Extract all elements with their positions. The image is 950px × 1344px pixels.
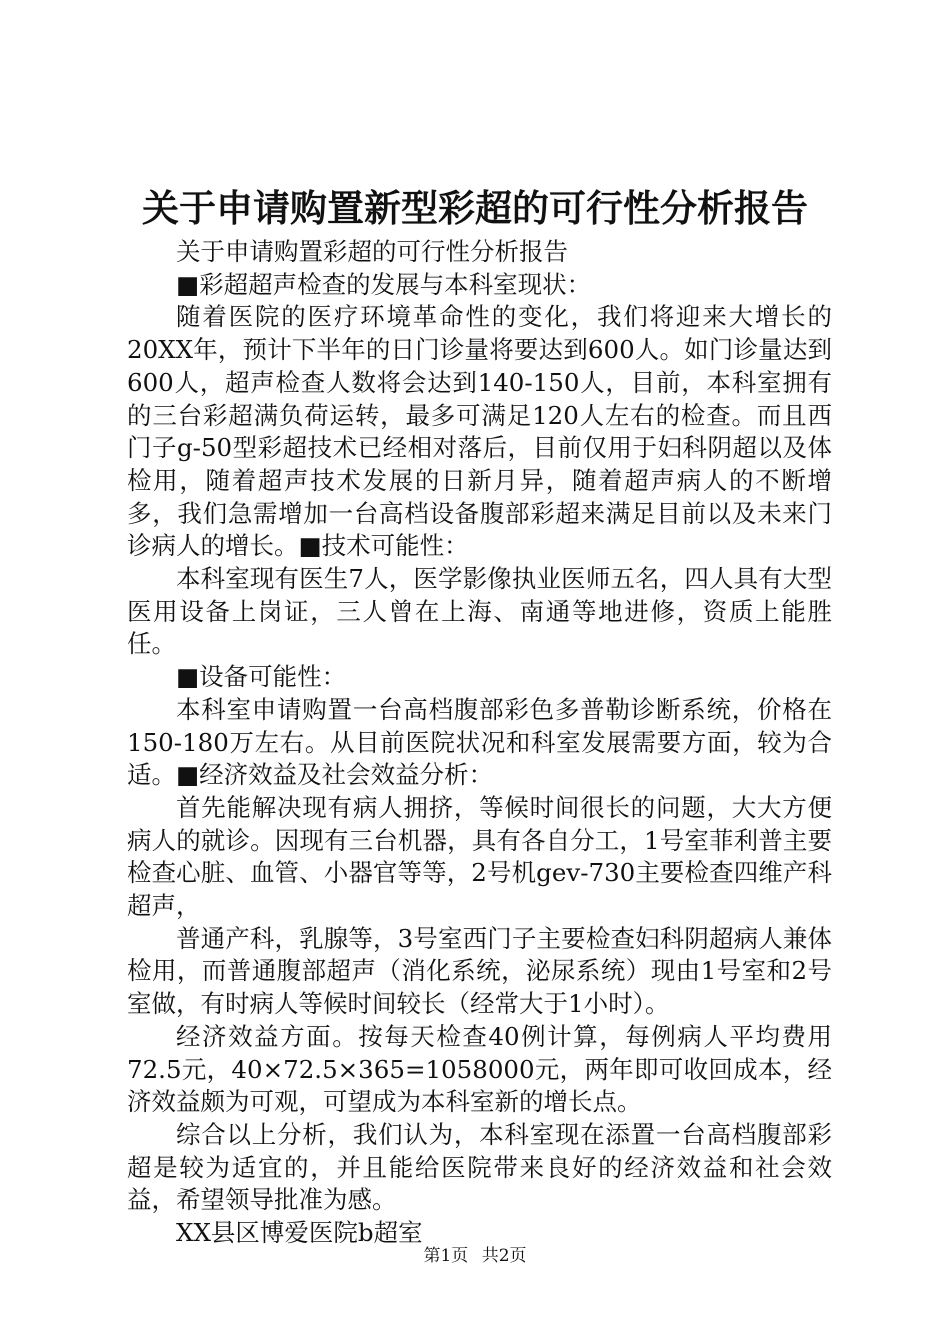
paragraph-benefit-1: 首先能解决现有病人拥挤，等候时间很长的问题，大大方便病人的就诊。因现有三台机器，具有各自分工，1号室菲利普主要检查心脏、血管、小器官等等，2号机gev-730主要检查四维产科超声， <box>127 792 832 921</box>
paragraph-conclusion: 综合以上分析，我们认为，本科室现在添置一台高档腹部彩超是较为适宜的，并且能给医院带来良好的经济效益和社会效益，希望领导批准为感。 <box>127 1119 832 1215</box>
paragraph-technical: 本科室现有医生7人，医学影像执业医师五名，四人具有大型医用设备上岗证，三人曾在上海、南通等地进修，资质上能胜任。 <box>127 564 832 659</box>
document-body <box>127 236 832 1250</box>
page-number: 第1页 <box>423 1246 469 1266</box>
document-title: 关于申请购置新型彩超的可行性分析报告 <box>142 186 808 230</box>
paragraph-benefit-2: 普通产科，乳腺等，3号室西门子主要检查妇科阴超病人兼体检用，而普通腹部超声（消化系统，泌尿系统）现由1号室和2号室做，有时病人等候时间较长（经常大于1小时）。 <box>127 923 832 1019</box>
paragraph-equipment: 本科室申请购置一台高档腹部彩色多普勒诊断系统，价格在150-180万左右。从目前医院状况和科室发展需要方面，较为合适。■经济效益及社会效益分析： <box>127 694 832 790</box>
paragraph-status: 随着医院的医疗环境革命性的变化，我们将迎来大增长的20XX年，预计下半年的日门诊量将要达到600人。如门诊量达到600人，超声检查人数将会达到140-150人，目前，本科室拥有的三台彩超满负荷运转，最多可满足120人左右的检查。而且西门子g-50型彩超技术已经相对落后，目前仅用于妇科阴超以及体检用，随着超声技术发展的日新月异，随着超声病人的不断增多，我们急需增加一台高档设备腹部彩超来满足目前以及未来门诊病人的增长。■技术可能性： <box>127 302 832 561</box>
paragraph-economic: 经济效益方面。按每天检查40例计算，每例病人平均费用72.5元，40×72.5×365=1058000元，两年即可收回成本，经济效益颇为可观，可望成为本科室新的增长点。 <box>127 1021 832 1117</box>
page-total: 共2页 <box>481 1246 527 1266</box>
signature-line: XX县区博爱医院b超室 <box>176 1218 423 1248</box>
section-heading-status: ■彩超超声检查的发展与本科室现状： <box>176 269 592 299</box>
section-heading-equipment: ■设备可能性： <box>176 662 347 692</box>
subtitle-paragraph: 关于申请购置彩超的可行性分析报告 <box>176 237 568 266</box>
page-footer <box>0 1244 950 1268</box>
